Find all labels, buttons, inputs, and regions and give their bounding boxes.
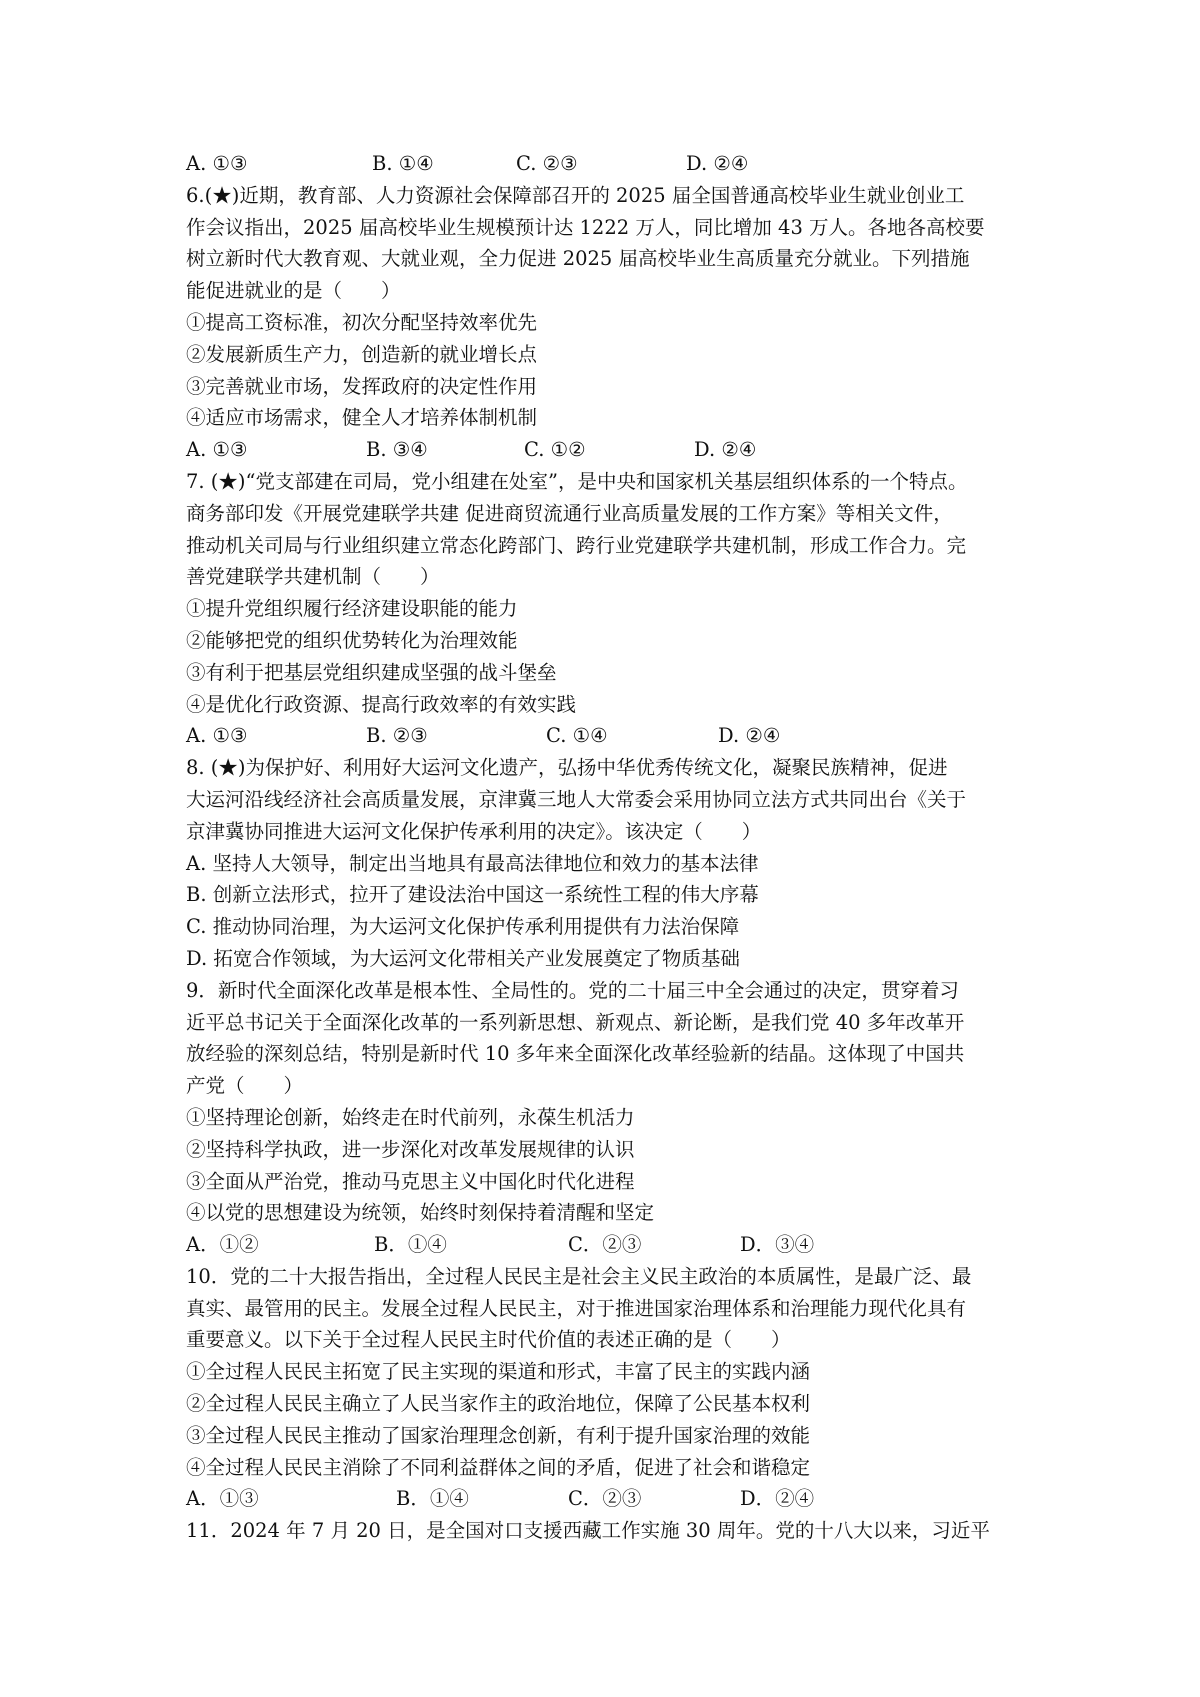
q9-stem-line: 产党（ ） xyxy=(186,1074,304,1098)
q10-option-a: A．①③ xyxy=(186,1487,259,1511)
q6-option-c: C. ①② xyxy=(524,438,586,462)
q7-item-3: ③有利于把基层党组织建成坚强的战斗堡垒 xyxy=(186,660,557,684)
q5-option-a: A. ①③ xyxy=(186,152,248,175)
q7-option-c: C. ①④ xyxy=(546,724,608,748)
q6-options xyxy=(186,434,1036,466)
q9-item-4: ④以党的思想建设为统领，始终时刻保持着清醒和坚定 xyxy=(186,1201,655,1225)
q9-item-2: ②坚持科学执政，进一步深化对改革发展规律的认识 xyxy=(186,1137,635,1161)
q6-option-b: B. ③④ xyxy=(366,438,428,462)
q7-option-b: B. ②③ xyxy=(366,724,428,748)
q7-options xyxy=(186,720,1036,752)
q5-options xyxy=(186,148,1036,180)
q6-item-4: ④适应市场需求，健全人才培养体制机制 xyxy=(186,406,538,430)
q8-choice-d: D. 拓宽合作领域，为大运河文化带相关产业发展奠定了物质基础 xyxy=(186,946,740,970)
q11-stem-line: 11．2024 年 7 月 20 日，是全国对口支援西藏工作实施 30 周年。党的十八大以来，习近平 xyxy=(186,1519,990,1543)
q8-choice-a: A. 坚持人大领导，制定出当地具有最高法律地位和效力的基本法律 xyxy=(186,851,759,875)
q8-choice-b: B. 创新立法形式，拉开了建设法治中国这一系统性工程的伟大序幕 xyxy=(186,883,759,907)
q9-item-1: ①坚持理论创新，始终走在时代前列，永葆生机活力 xyxy=(186,1105,635,1129)
q10-stem-line: 重要意义。以下关于全过程人民民主时代价值的表述正确的是（ ） xyxy=(186,1328,791,1352)
q9-options xyxy=(186,1229,1036,1261)
q6-item-2: ②发展新质生产力，创造新的就业增长点 xyxy=(186,342,538,366)
exam-page xyxy=(186,148,1036,1547)
q7-option-d: D. ②④ xyxy=(718,724,781,748)
q10-item-4: ④全过程人民民主消除了不同利益群体之间的矛盾，促进了社会和谐稳定 xyxy=(186,1455,811,1479)
q10-stem-line: 真实、最管用的民主。发展全过程人民民主，对于推进国家治理体系和治理能力现代化具有 xyxy=(186,1296,967,1320)
q6-option-d: D. ②④ xyxy=(694,438,757,462)
question-6 xyxy=(186,180,1036,466)
q9-option-a: A．①② xyxy=(186,1233,259,1257)
q8-choice-c: C. 推动协同治理，为大运河文化保护传承利用提供有力法治保障 xyxy=(186,915,740,939)
q7-item-4: ④是优化行政资源、提高行政效率的有效实践 xyxy=(186,692,577,716)
question-8 xyxy=(186,752,1036,975)
q8-stem-line: 大运河沿线经济社会高质量发展，京津冀三地人大常委会采用协同立法方式共同出台《关于 xyxy=(186,787,967,811)
q7-option-a: A. ①③ xyxy=(186,724,248,748)
q7-stem-line: 推动机关司局与行业组织建立常态化跨部门、跨行业党建联学共建机制，形成工作合力。完 xyxy=(186,533,967,557)
q7-item-1: ①提升党组织履行经济建设职能的能力 xyxy=(186,597,518,621)
q5-option-b: B. ①④ xyxy=(372,152,434,175)
q9-option-b: B．①④ xyxy=(374,1233,447,1257)
q7-stem-line: 7. (★)“党支部建在司局，党小组建在处室”，是中央和国家机关基层组织体系的一个特点。 xyxy=(186,469,968,493)
q7-stem-line: 善党建联学共建机制（ ） xyxy=(186,565,440,589)
q6-stem-line: 能促进就业的是（ ） xyxy=(186,279,401,303)
q5-option-d: D. ②④ xyxy=(686,152,749,175)
q8-stem-line: 京津冀协同推进大运河文化保护传承利用的决定》。该决定（ ） xyxy=(186,819,762,843)
q5-option-c: C. ②③ xyxy=(516,152,578,175)
q10-item-2: ②全过程人民民主确立了人民当家作主的政治地位，保障了公民基本权利 xyxy=(186,1392,811,1416)
q6-option-a: A. ①③ xyxy=(186,438,248,462)
question-10 xyxy=(186,1261,1036,1515)
q6-stem-line: 6.(★)近期，教育部、人力资源社会保障部召开的 2025 届全国普通高校毕业生就业创业工 xyxy=(186,183,965,207)
q9-option-c: C．②③ xyxy=(568,1233,642,1257)
q10-item-1: ①全过程人民民主拓宽了民主实现的渠道和形式，丰富了民主的实践内涵 xyxy=(186,1360,811,1384)
q10-item-3: ③全过程人民民主推动了国家治理理念创新，有利于提升国家治理的效能 xyxy=(186,1423,811,1447)
q8-stem-line: 8. (★)为保护好、利用好大运河文化遗产，弘扬中华优秀传统文化，凝聚民族精神，促进 xyxy=(186,756,948,780)
q9-item-3: ③全面从严治党，推动马克思主义中国化时代化进程 xyxy=(186,1169,635,1193)
question-11 xyxy=(186,1515,1036,1547)
q10-option-c: C．②③ xyxy=(568,1487,642,1511)
q9-stem-line: 放经验的深刻总结，特别是新时代 10 多年来全面深化改革经验新的结晶。这体现了中国共 xyxy=(186,1042,965,1066)
q10-stem-line: 10．党的二十大报告指出，全过程人民民主是社会主义民主政治的本质属性，是最广泛、最 xyxy=(186,1264,972,1288)
question-9 xyxy=(186,975,1036,1261)
q10-option-b: B．①④ xyxy=(396,1487,469,1511)
q7-item-2: ②能够把党的组织优势转化为治理效能 xyxy=(186,628,518,652)
q9-stem-line: 近平总书记关于全面深化改革的一系列新思想、新观点、新论断，是我们党 40 多年改革开 xyxy=(186,1010,965,1034)
q10-option-d: D．②④ xyxy=(740,1487,815,1511)
q9-option-d: D．③④ xyxy=(740,1233,815,1257)
q6-stem-line: 树立新时代大教育观、大就业观，全力促进 2025 届高校毕业生高质量充分就业。下列措施 xyxy=(186,247,970,271)
q7-stem-line: 商务部印发《开展党建联学共建 促进商贸流通行业高质量发展的工作方案》等相关文件， xyxy=(186,501,953,525)
question-7 xyxy=(186,466,1036,752)
q6-item-3: ③完善就业市场，发挥政府的决定性作用 xyxy=(186,374,538,398)
q6-item-1: ①提高工资标准，初次分配坚持效率优先 xyxy=(186,310,538,334)
q10-options xyxy=(186,1483,1036,1515)
q9-stem-line: 9．新时代全面深化改革是根本性、全局性的。党的二十届三中全会通过的决定，贯穿着习 xyxy=(186,978,959,1002)
q6-stem-line: 作会议指出，2025 届高校毕业生规模预计达 1222 万人，同比增加 43 万人。各地各高校要 xyxy=(186,215,985,239)
